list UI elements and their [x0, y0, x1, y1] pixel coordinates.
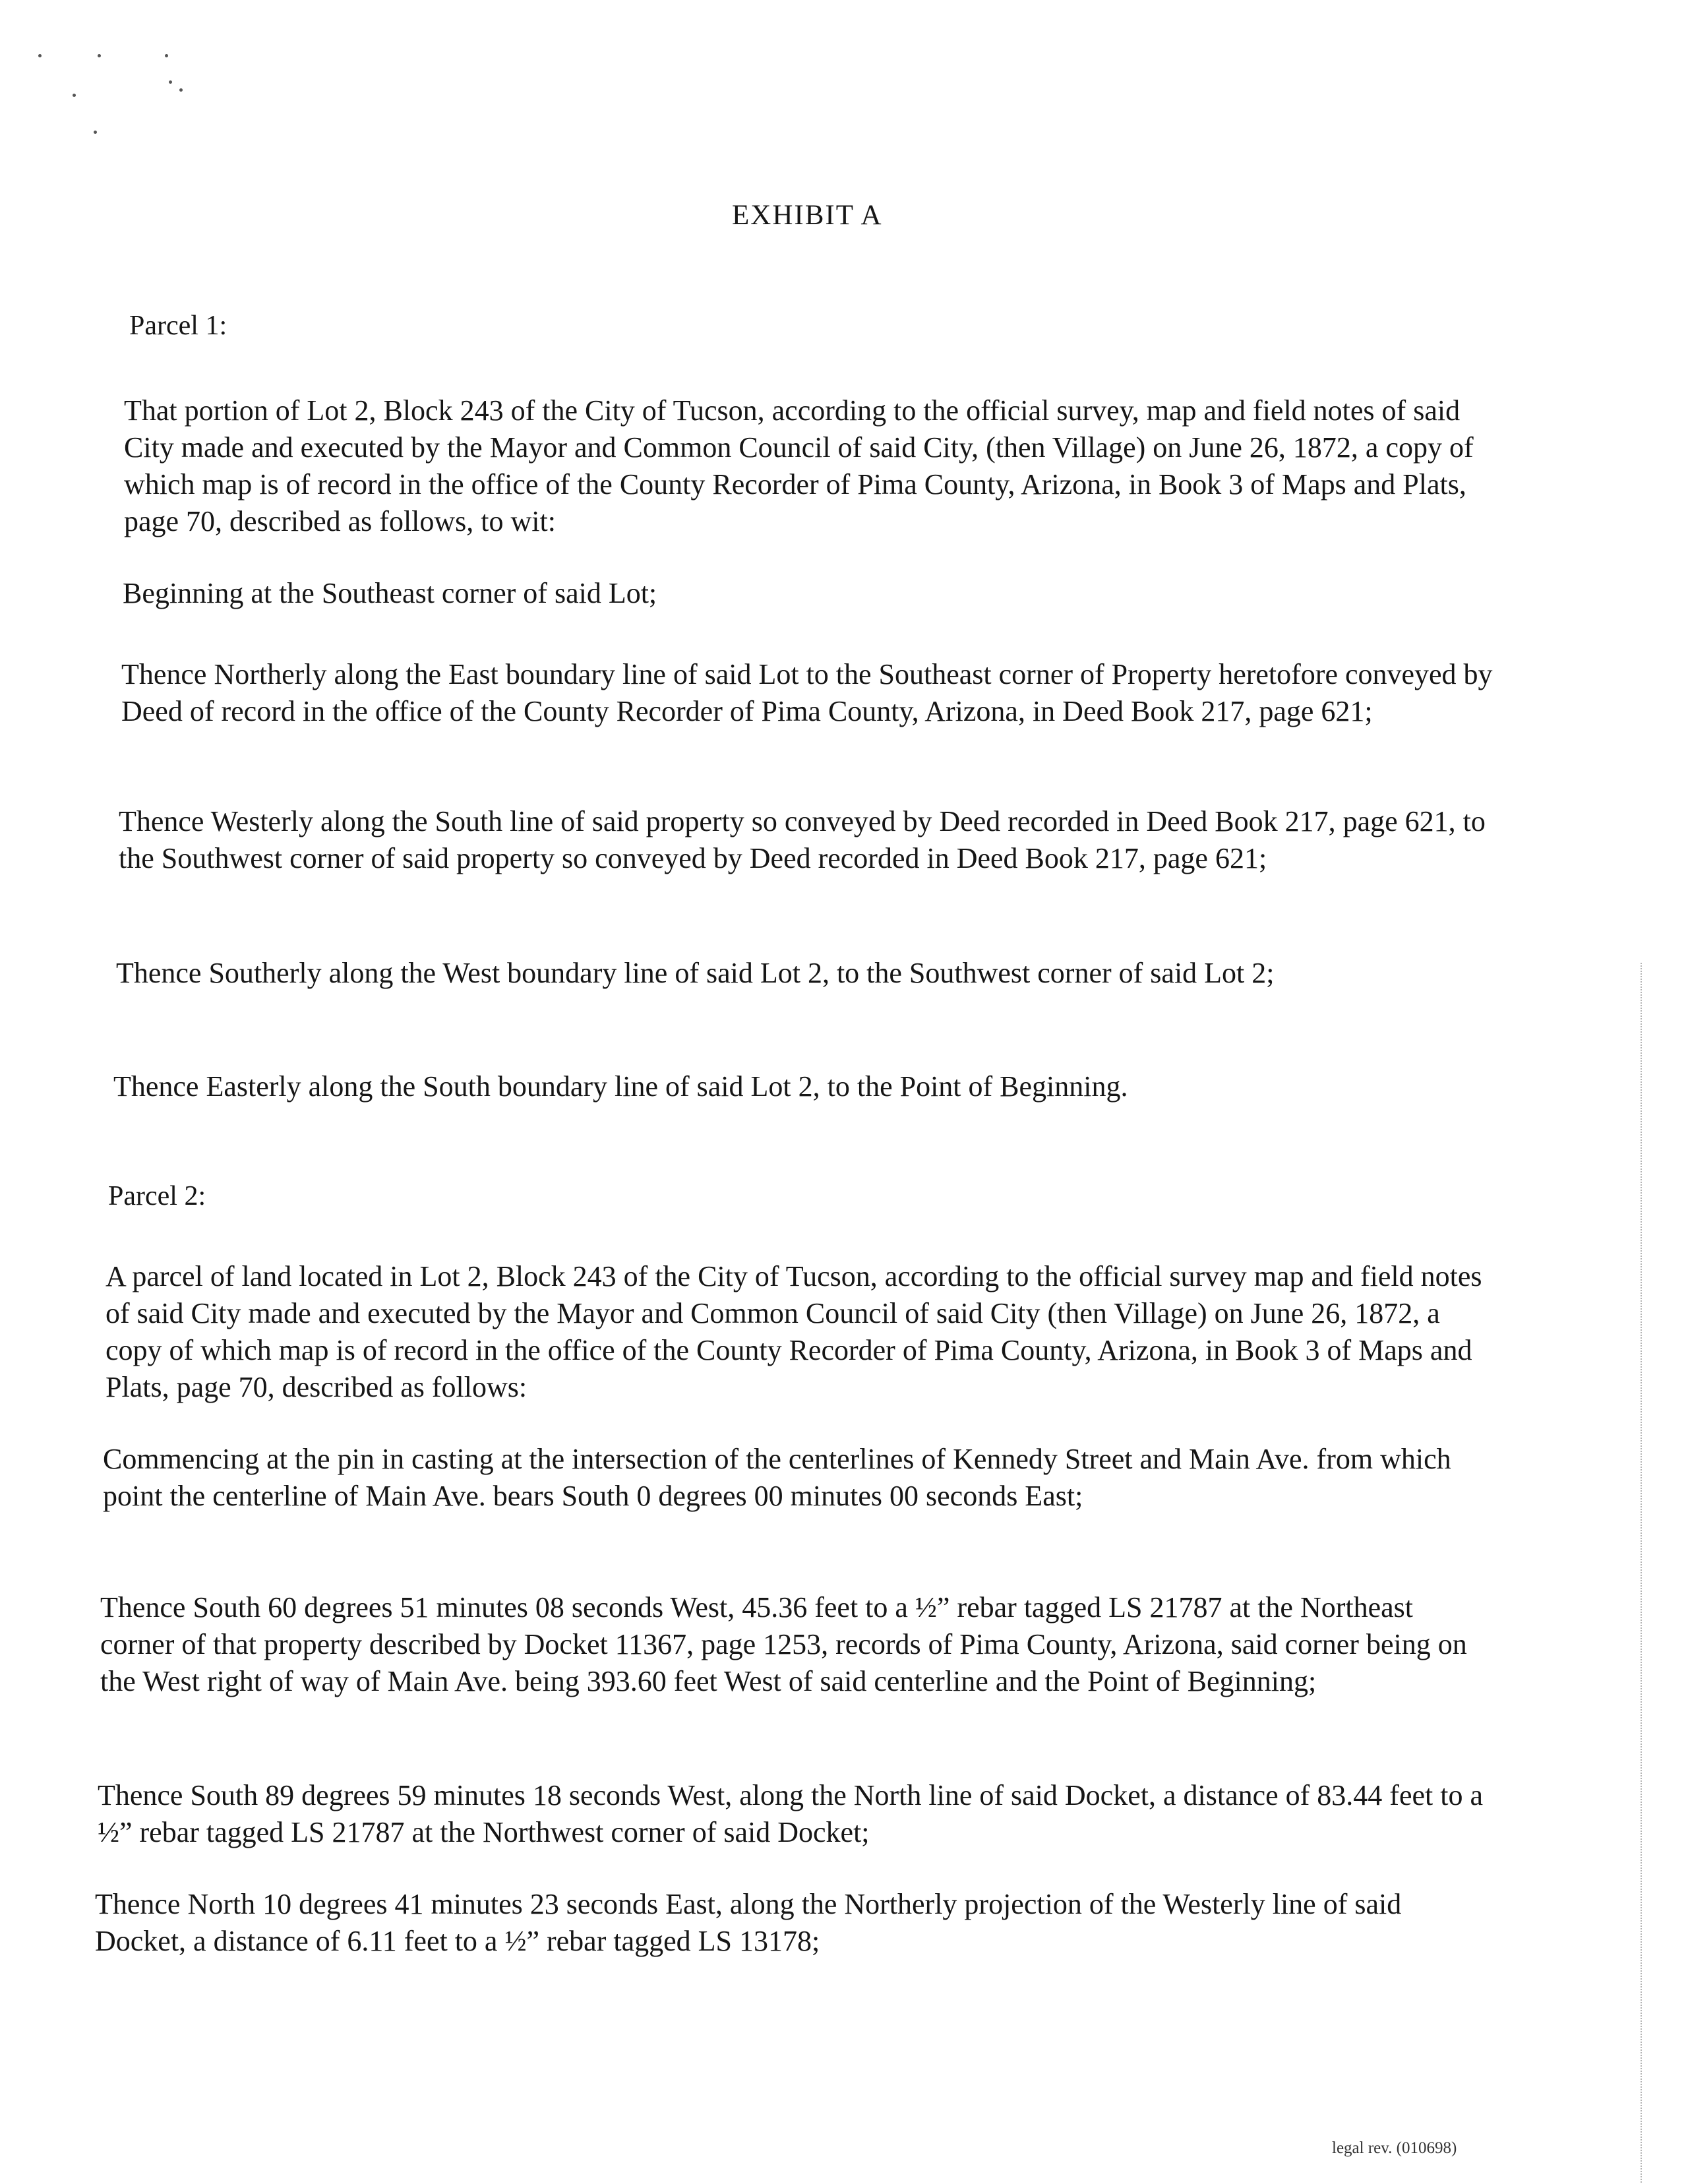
parcel-2-course-1: Thence South 60 degrees 51 minutes 08 seconds West, 45.36 feet to a ½” rebar tagged LS 21787 at the Northeast corner of that property described by Docket 11367, page 1253, records of Pima County, Arizona, said corner being on the West right of way of Main Ave. being 393.60 feet West of said centerline and the Point of Beginning; — [100, 1591, 1467, 1697]
legal-revision-footer: legal rev. (010698) — [1332, 2139, 1457, 2157]
parcel-2-course-2: Thence South 89 degrees 59 minutes 18 seconds West, along the North line of said Docket, a distance of 83.44 feet to a ½” rebar tagged LS 21787 at the Northwest corner of said Docket; — [98, 1779, 1483, 1848]
parcel-1-course-south: Thence Southerly along the West boundary line of said Lot 2, to the Southwest corner of said Lot 2; — [116, 957, 1275, 989]
scan-edge-line — [1641, 963, 1642, 2183]
parcel-2-heading: Parcel 2: — [108, 1181, 206, 1211]
parcel-1-description: That portion of Lot 2, Block 243 of the City of Tucson, according to the official survey, map and field notes of said City made and executed by the Mayor and Common Council of said City, (then Village) on June 26, 1872, a copy of which map is of record in the office of the County Recorder of Pima County, Arizona, in Book 3 of Maps and Plats, page 70, described as follows, to wit: — [124, 394, 1474, 537]
scan-speck — [169, 80, 172, 84]
scan-speck — [98, 54, 101, 57]
scan-speck — [73, 94, 76, 97]
parcel-1-course-west: Thence Westerly along the South line of said property so conveyed by Deed recorded in Deed Book 217, page 621, to the Southwest corner of said property so conveyed by Deed recorded in Deed Book 217, page 621; — [119, 805, 1486, 874]
parcel-2-course-3: Thence North 10 degrees 41 minutes 23 seconds East, along the Northerly projection of the Westerly line of said Docket, a distance of 6.11 feet to a ½” rebar tagged LS 13178; — [95, 1888, 1402, 1957]
parcel-1-course-east: Thence Easterly along the South boundary line of said Lot 2, to the Point of Beginning. — [113, 1070, 1128, 1103]
scan-speck — [94, 131, 97, 134]
scan-speck — [38, 54, 42, 57]
exhibit-title: EXHIBIT A — [732, 200, 883, 231]
parcel-2-commencing: Commencing at the pin in casting at the intersection of the centerlines of Kennedy Street and Main Ave. from which point the centerline of Main Ave. bears South 0 degrees 00 minutes 00 seconds East; — [103, 1443, 1451, 1512]
parcel-1-heading: Parcel 1: — [129, 311, 227, 341]
parcel-1-course-north: Thence Northerly along the East boundary line of said Lot to the Southeast corner of Property heretofore conveyed by Deed of record in the office of the County Recorder of Pima County, Arizona, in Deed Book 217, page 621; — [121, 658, 1493, 727]
parcel-1-beginning: Beginning at the Southeast corner of said Lot; — [123, 577, 657, 609]
parcel-2-description: A parcel of land located in Lot 2, Block 243 of the City of Tucson, according to the official survey map and field notes of said City made and executed by the Mayor and Common Council of said City (then Village) on June 26, 1872, a copy of which map is of record in the office of the County Recorder of Pima County, Arizona, in Book 3 of Maps and Plats, page 70, described as follows: — [106, 1260, 1482, 1403]
scan-speck — [165, 54, 168, 57]
scan-speck — [179, 88, 183, 92]
